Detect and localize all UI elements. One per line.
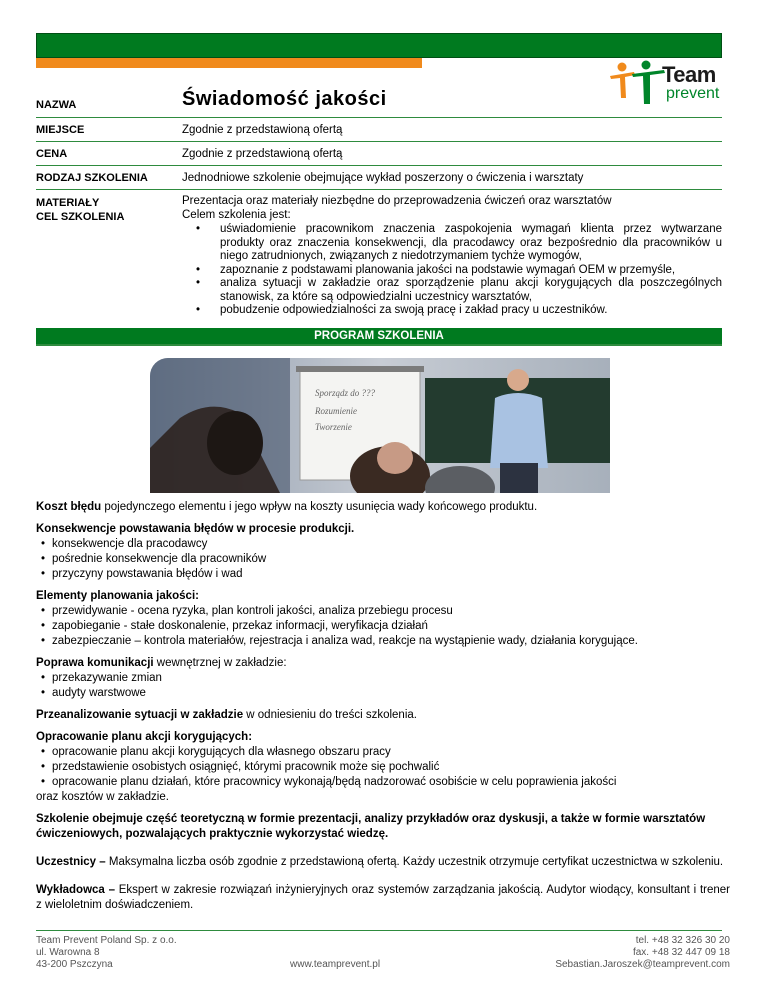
list-item: • przedstawienie osobistych osiągnięć, którymi pracownik może się pochwalić	[36, 760, 730, 775]
section-poprawa: Poprawa komunikacji wewnętrznej w zakładzie: • przekazywanie zmian • audyty warstwowe	[36, 656, 730, 701]
header-green-bar	[36, 33, 722, 58]
footer-contact	[555, 935, 730, 971]
footer-address	[36, 935, 177, 971]
label-miejsce: MIEJSCE	[36, 123, 85, 136]
footer-company: Team Prevent Poland Sp. z o.o.	[36, 935, 177, 946]
list-item: • przekazywanie zmian	[36, 671, 730, 686]
goals-list	[182, 223, 722, 318]
flipchart-line: Rozumienie	[315, 406, 357, 416]
label-rodzaj: RODZAJ SZKOLENIA	[36, 171, 148, 184]
list-item: • przewidywanie - ocena ryzyka, plan kontroli jakości, analiza przebiegu procesu	[36, 604, 730, 619]
section-title: Konsekwencje powstawania błędów w procesie produkcji.	[36, 523, 355, 535]
section-elementy	[36, 589, 730, 649]
list-item: • pośrednie konsekwencje dla pracowników	[36, 552, 730, 567]
label-materialy: MATERIAŁY	[36, 197, 100, 209]
list-item: • opracowanie planu akcji korygujących dla własnego obszaru pracy	[36, 745, 730, 760]
flipchart-line: Sporządz do ???	[315, 388, 376, 398]
flipchart-line: Tworzenie	[315, 422, 352, 432]
row-materialy-cel	[36, 190, 722, 318]
info-table	[36, 84, 722, 318]
list-item: • zabezpieczanie – kontrola materiałów, rejestracja i analiza wad, reakcje na wystąpienie wady, działania korygujące.	[36, 634, 730, 649]
label-cel: CEL SZKOLENIA	[36, 211, 125, 223]
section-tail: oraz kosztów w zakładzie.	[36, 791, 169, 803]
list-item: • analiza sytuacji w zakładzie oraz sporządzenie planu akcji korygujących dla poszczególnych stanowisk, za które są odpowiedzialni uczestnicy warsztatów,	[182, 277, 722, 304]
footer-email-link[interactable]: Sebastian.Jaroszek@teamprevent.com	[555, 959, 730, 970]
value-cel-intro: Celem szkolenia jest:	[182, 209, 291, 221]
footer-street: ul. Warowna 8	[36, 947, 100, 958]
footer-divider	[36, 930, 722, 931]
row-cena	[36, 142, 722, 166]
logo-text-prevent: prevent	[666, 85, 720, 102]
program-header: PROGRAM SZKOLENIA	[36, 328, 722, 344]
section-uczestnicy: Uczestnicy – Maksymalna liczba osób zgodnie z przedstawioną ofertą. Każdy uczestnik otrzymuje certyfikat uczestnictwa w szkoleniu.	[36, 856, 724, 868]
program-content	[36, 500, 730, 920]
footer-fax: fax. +48 32 447 09 18	[632, 947, 730, 958]
list-item: • pobudzenie odpowiedzialności za swoją pracę i zakład pracy u uczestników.	[182, 304, 722, 318]
section-opracowanie	[36, 730, 730, 805]
value-cena: Zgodnie z przedstawioną ofertą	[182, 147, 343, 160]
label-nazwa: NAZWA	[36, 99, 77, 111]
label-cena: CENA	[36, 147, 68, 160]
list-item: • zapobieganie - stałe doskonalenie, przekaz informacji, weryfikacja działań	[36, 619, 730, 634]
row-nazwa	[36, 84, 722, 118]
list-item: • zapoznanie z podstawami planowania jakości na podstawie wymagań OEM w przemyśle,	[182, 264, 722, 278]
footer-tel: tel. +48 32 326 30 20	[635, 935, 730, 946]
list-item: • konsekwencje dla pracodawcy	[36, 537, 730, 552]
section-wykladowca: Wykładowca – Ekspert w zakresie rozwiązań inżynieryjnych oraz systemów zarządzania jakością. Audytor wiodący, konsultant i trener z wieloletnim doświadczeniem.	[36, 884, 730, 911]
course-title: Świadomość jakości	[182, 88, 387, 110]
classroom-illustration	[150, 358, 610, 493]
list-item: • audyty warstwowe	[36, 686, 730, 701]
value-materialy: Prezentacja oraz materiały niezbędne do przeprowadzenia ćwiczeń oraz warsztatów	[182, 195, 612, 207]
logo-text-team: Team	[662, 62, 716, 87]
list-item: • opracowanie planu działań, które pracownicy wykonają/będą nadzorować osobiście w celu poprawienia jakości	[36, 775, 730, 790]
section-summary: Szkolenie obejmuje część teoretyczną w formie prezentacji, analizy przykładów oraz dyskusji, a także w formie warsztatów ćwiczeniowych, pozwalających praktycznie wykorzystać wiedzę.	[36, 813, 706, 840]
program-divider	[36, 344, 722, 346]
footer-website-link[interactable]: www.teamprevent.pl	[290, 959, 381, 970]
row-miejsce	[36, 118, 722, 142]
section-koszt: Koszt błędu pojedynczego elementu i jego wpływ na koszty usunięcia wady końcowego produktu.	[36, 501, 538, 513]
classroom-photo	[150, 358, 610, 493]
list-item: • uświadomienie pracownikom znaczenia zaspokojenia wymagań klienta przez wytwarzane produkty oraz znaczenia konsekwencji, dla pracodawcy oraz bezpośrednio dla pracowników u niego zatrudnionych, związanych z niedotrzymaniem tychże wymogów,	[182, 223, 722, 264]
list-item: • przyczyny powstawania błędów i wad	[36, 567, 730, 582]
value-miejsce: Zgodnie z przedstawioną ofertą	[182, 123, 343, 136]
header-orange-bar	[36, 58, 422, 68]
value-rodzaj: Jednodniowe szkolenie obejmujące wykład poszerzony o ćwiczenia i warsztaty	[182, 171, 584, 184]
row-rodzaj	[36, 166, 722, 190]
section-przeanalizowanie: Przeanalizowanie sytuacji w zakładzie w odniesieniu do treści szkolenia.	[36, 709, 417, 721]
section-konsekwencje	[36, 522, 730, 582]
footer-city: 43-200 Pszczyna	[36, 959, 113, 970]
section-title: Elementy planowania jakości:	[36, 590, 199, 602]
section-title: Opracowanie planu akcji korygujących:	[36, 731, 253, 743]
